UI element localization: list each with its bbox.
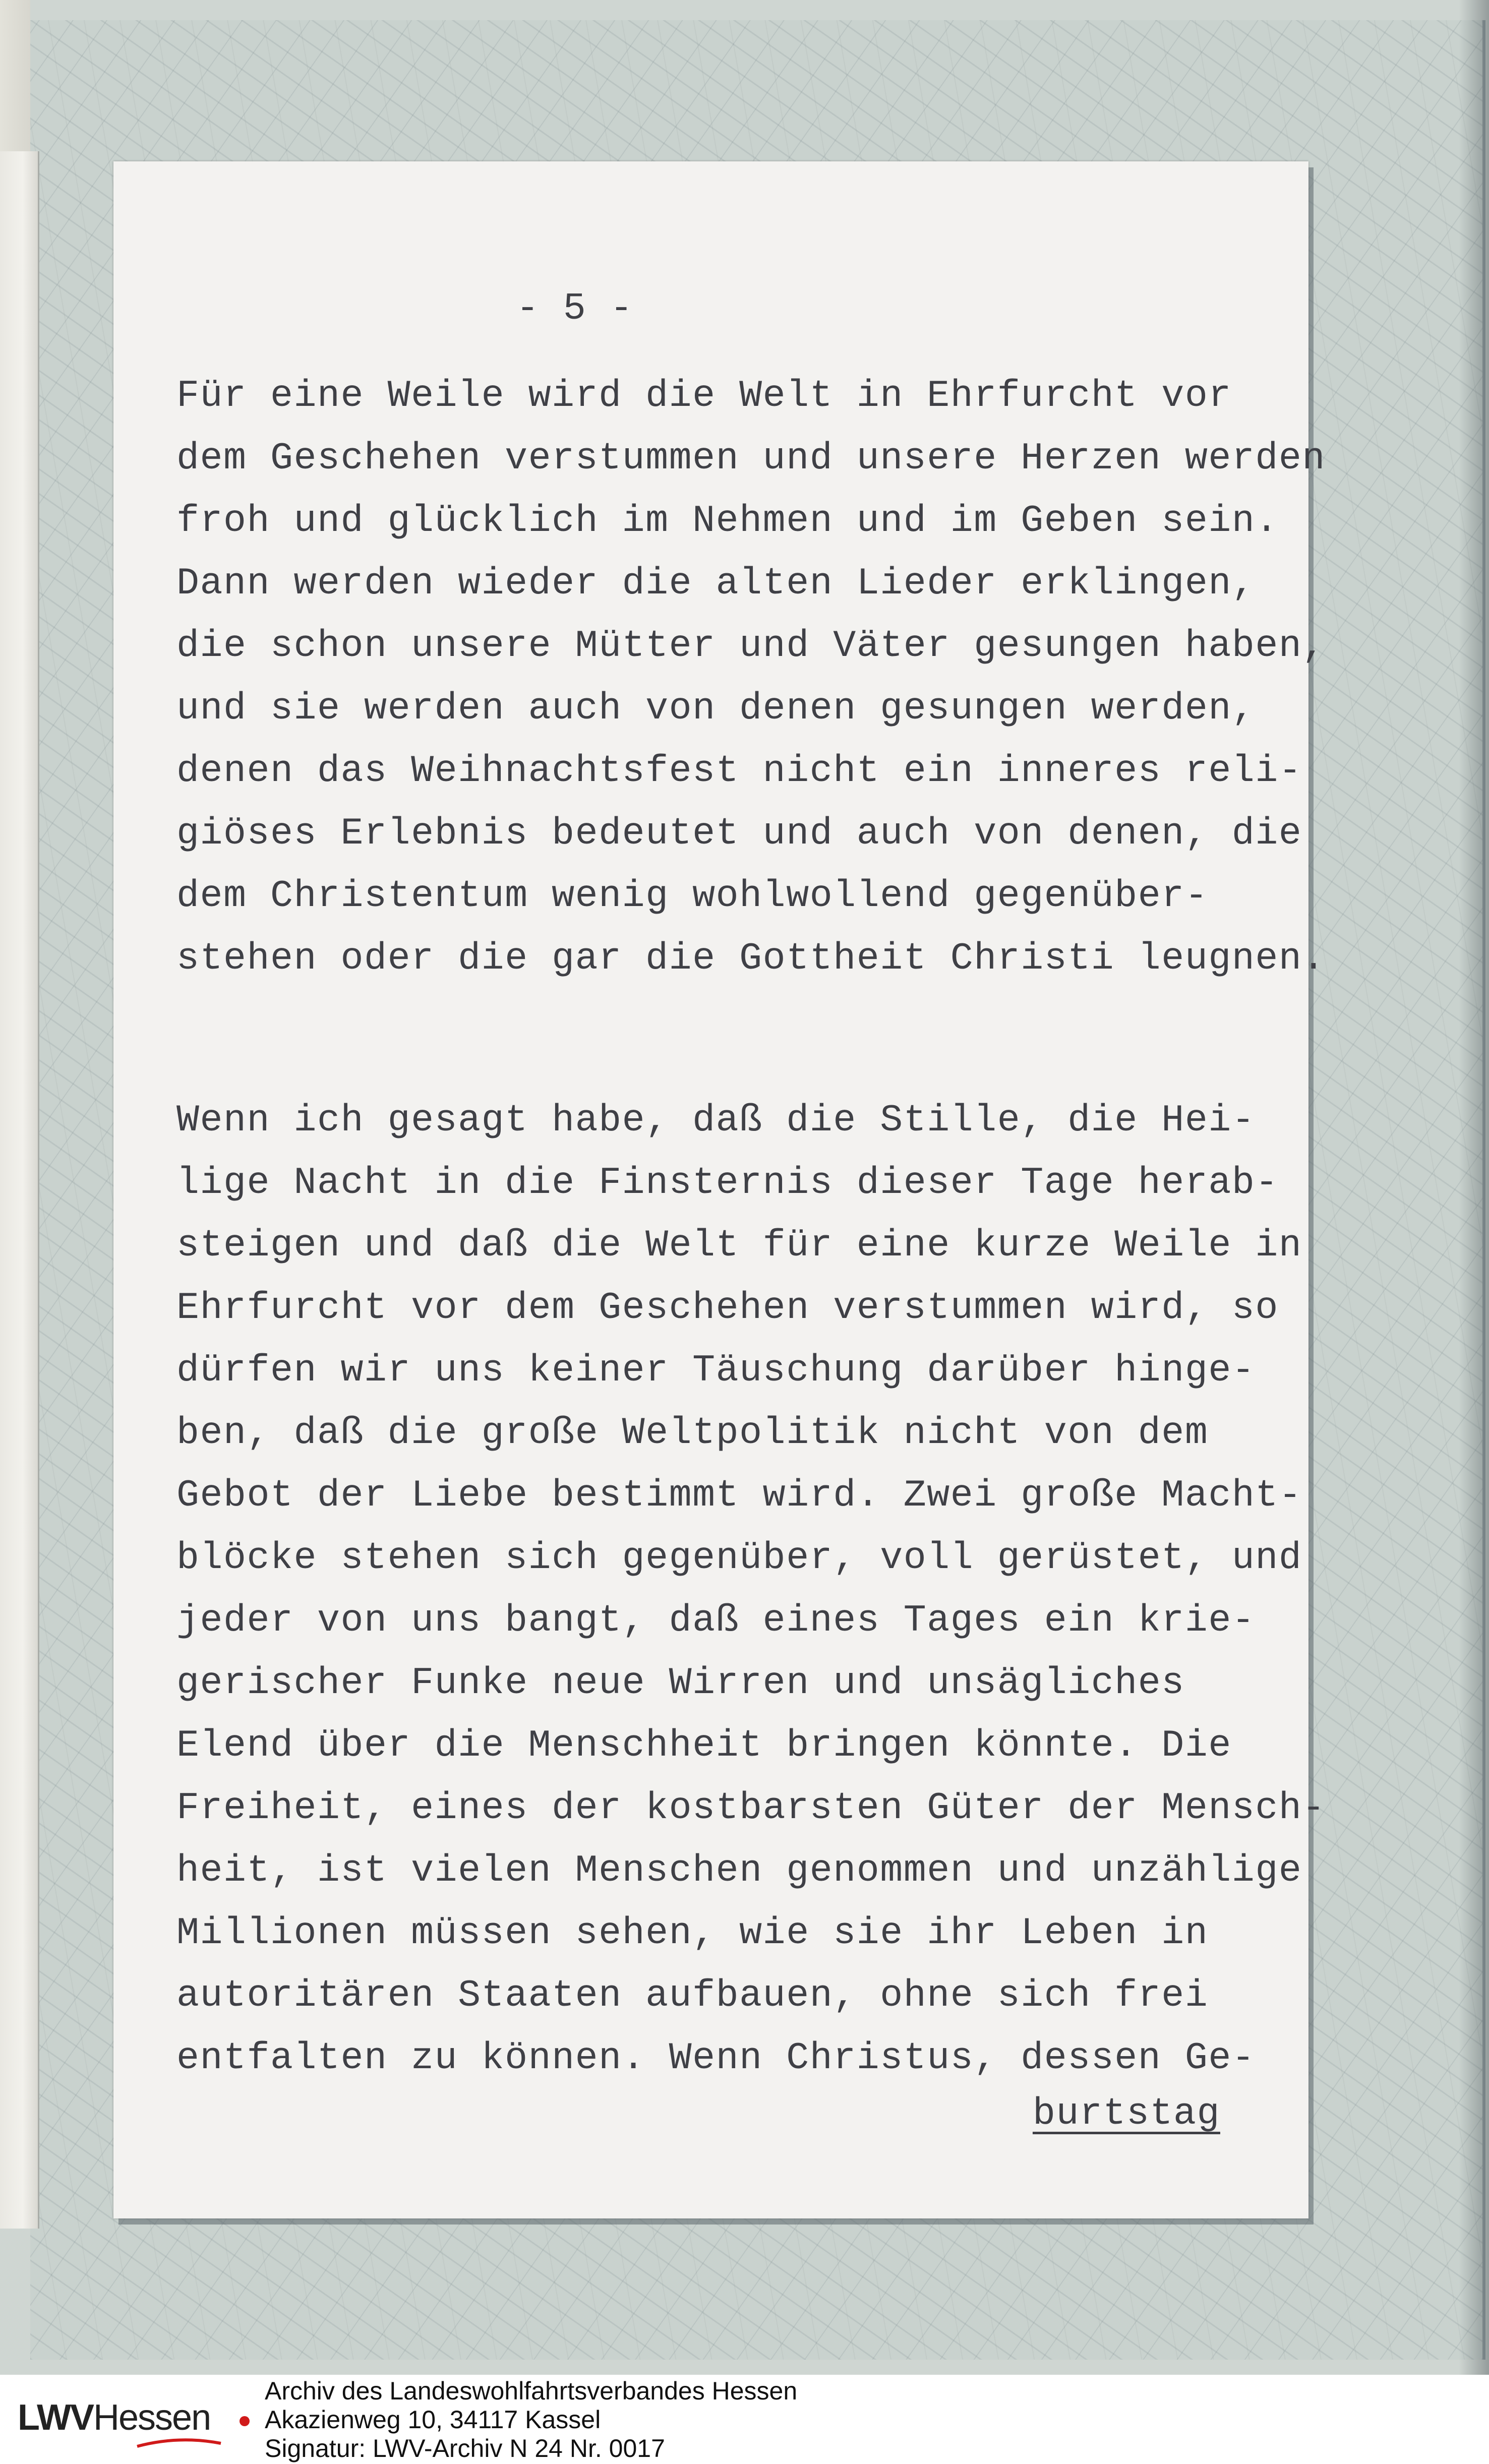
archive-footer bbox=[0, 2375, 1489, 2464]
logo-bold-part: LWV bbox=[18, 2397, 93, 2438]
binding-strip bbox=[0, 0, 30, 151]
text-line: dürfen wir uns keiner Täuschung darüber hinge- bbox=[176, 1349, 1256, 1392]
text-line: Wenn ich gesagt habe, daß die Stille, die Hei- bbox=[176, 1099, 1256, 1142]
typewritten-sheet bbox=[113, 161, 1326, 2218]
facing-page-edge bbox=[0, 151, 39, 2229]
text-line: Dann werden wieder die alten Lieder erklingen, bbox=[176, 562, 1256, 605]
text-line: steigen und daß die Welt für eine kurze Weile in bbox=[176, 1224, 1302, 1267]
archive-name: Archiv des Landeswohlfahrtsverbandes Hessen bbox=[265, 2377, 798, 2405]
text-line: denen das Weihnachtsfest nicht ein inneres reli- bbox=[176, 750, 1302, 793]
text-line: blöcke stehen sich gegenüber, voll gerüstet, und bbox=[176, 1537, 1302, 1580]
archive-info bbox=[265, 2377, 797, 2463]
text-line: Für eine Weile wird die Welt in Ehrfurcht vor bbox=[176, 375, 1232, 417]
archive-signature: Signatur: LWV-Archiv N 24 Nr. 0017 bbox=[265, 2434, 665, 2462]
text-line: giöses Erlebnis bedeutet und auch von denen, die bbox=[176, 812, 1302, 855]
text-line: gerischer Funke neue Wirren und unsägliches bbox=[176, 1662, 1185, 1705]
text-line: entfalten zu können. Wenn Christus, dessen Ge- bbox=[176, 2037, 1256, 2080]
text-line: und sie werden auch von denen gesungen werden, bbox=[176, 687, 1256, 730]
text-line: autoritären Staaten aufbauen, ohne sich frei bbox=[176, 1974, 1209, 2017]
text-line: dem Geschehen verstummen und unsere Herzen werden bbox=[176, 437, 1326, 480]
logo-swoosh-icon bbox=[136, 2436, 222, 2448]
text-line: heit, ist vielen Menschen genommen und unzählige bbox=[176, 1849, 1302, 1892]
text-line: Elend über die Menschheit bringen könnte. Die bbox=[176, 1724, 1232, 1767]
logo-wordmark bbox=[18, 2397, 210, 2438]
text-line: jeder von uns bangt, daß eines Tages ein krie- bbox=[176, 1599, 1256, 1642]
text-line: dem Christentum wenig wohlwollend gegenüber- bbox=[176, 875, 1209, 918]
text-line: Ehrfurcht vor dem Geschehen verstummen wird, so bbox=[176, 1287, 1279, 1330]
text-line: lige Nacht in die Finsternis dieser Tage herab- bbox=[176, 1162, 1279, 1205]
text-line: ben, daß die große Weltpolitik nicht von dem bbox=[176, 1412, 1209, 1455]
catchword: burtstag bbox=[1032, 2092, 1220, 2135]
text-line: stehen oder die gar die Gottheit Christi leugnen. bbox=[176, 937, 1326, 980]
board-edge-shadow bbox=[1459, 0, 1489, 2375]
logo-light-part: Hessen bbox=[93, 2397, 211, 2438]
text-line: die schon unsere Mütter und Väter gesungen haben, bbox=[176, 625, 1326, 668]
text-line: froh und glücklich im Nehmen und im Geben sein. bbox=[176, 500, 1279, 543]
text-line: Millionen müssen sehen, wie sie ihr Leben in bbox=[176, 1912, 1209, 1955]
page-number: - 5 - bbox=[516, 287, 634, 330]
text-line: Freiheit, eines der kostbarsten Güter der Mensch- bbox=[176, 1787, 1326, 1830]
logo-dot-icon bbox=[240, 2416, 250, 2426]
lwv-hessen-logo bbox=[18, 2397, 240, 2447]
text-line: Gebot der Liebe bestimmt wird. Zwei große Macht- bbox=[176, 1474, 1302, 1517]
archive-address: Akazienweg 10, 34117 Kassel bbox=[265, 2406, 601, 2434]
